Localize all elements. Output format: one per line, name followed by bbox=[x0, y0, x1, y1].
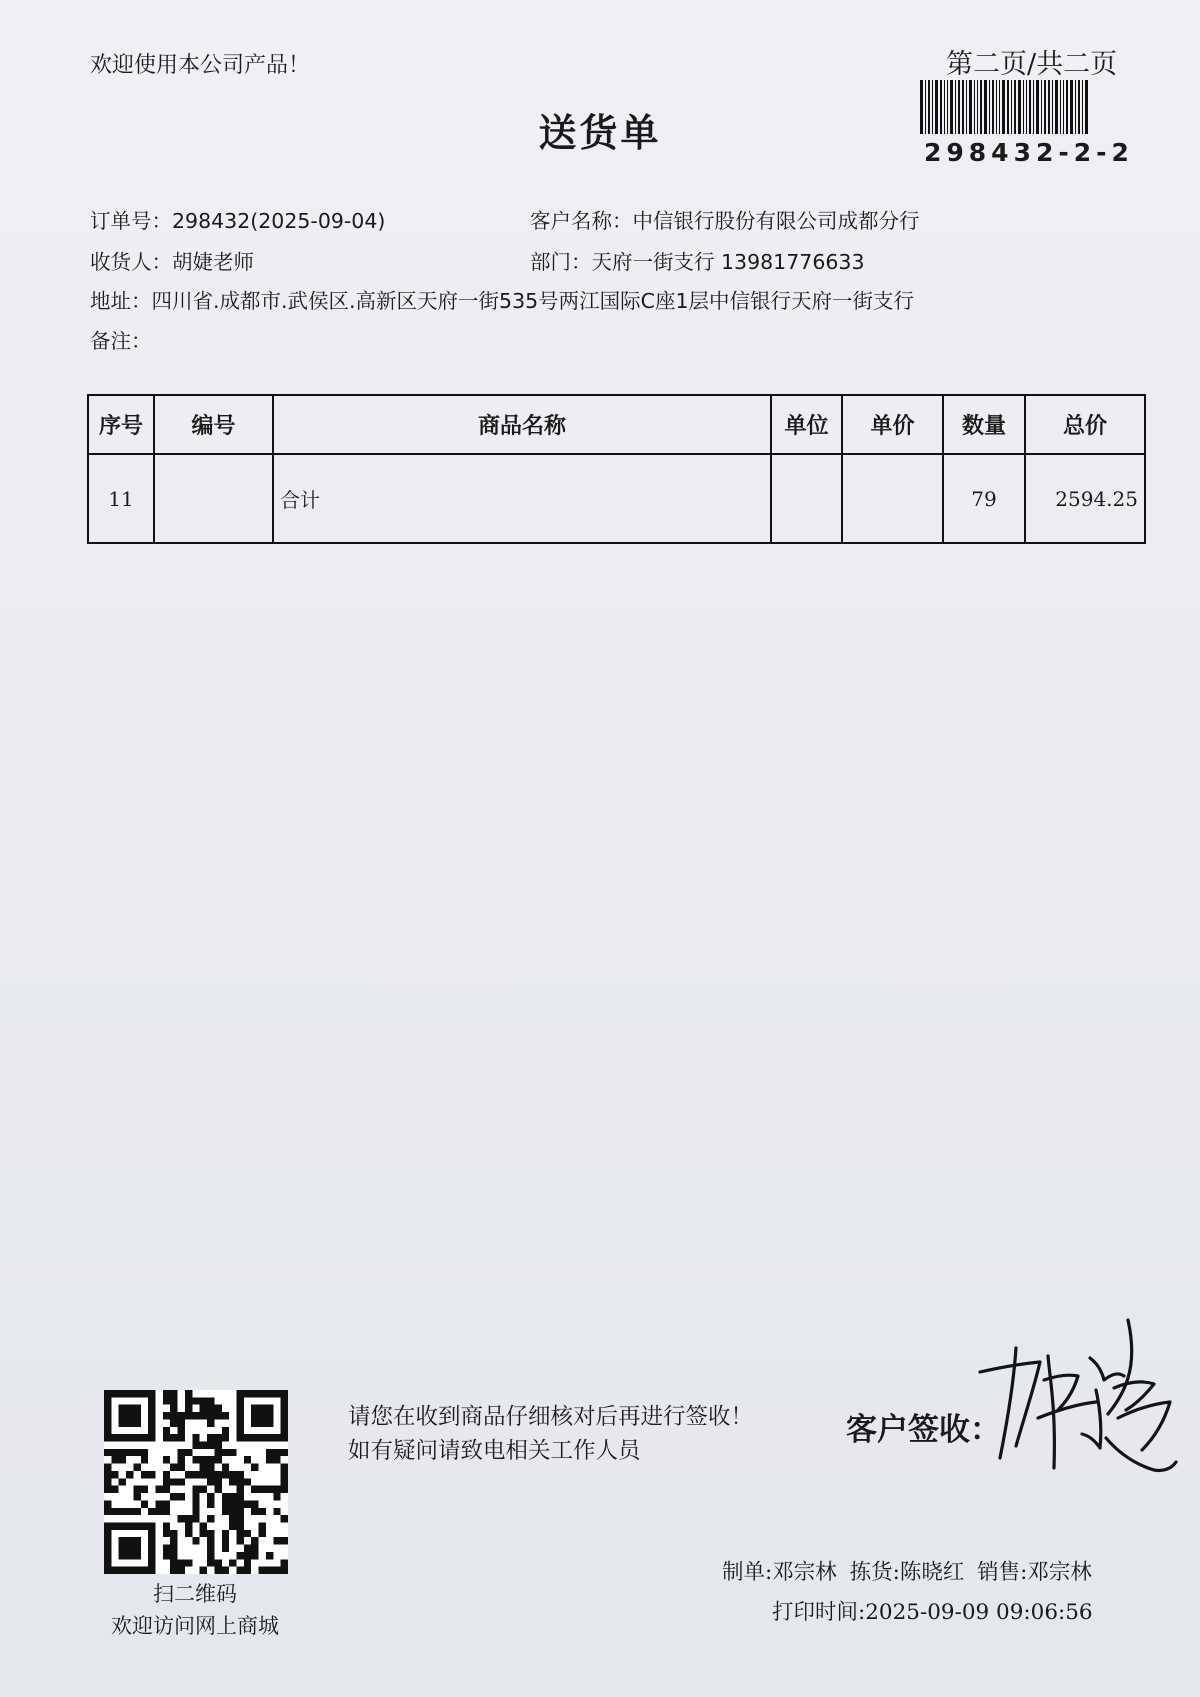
table-header-row bbox=[88, 395, 1145, 454]
document-title: 送货单 bbox=[538, 111, 662, 155]
header-quantity: 数量 bbox=[943, 395, 1025, 454]
remark bbox=[90, 324, 152, 354]
customer-sign-label: 客户签收： bbox=[846, 1412, 1001, 1448]
customer-name-label: 客户名称： bbox=[530, 209, 633, 233]
page-indicator: 第二页/共二页 bbox=[946, 49, 1118, 80]
customer-signature bbox=[978, 1318, 1178, 1498]
header-code: 编号 bbox=[154, 395, 273, 454]
qr-caption-scan: 扫二维码 bbox=[153, 1582, 237, 1606]
customer-name-value: 中信银行股份有限公司成都分行 bbox=[632, 209, 920, 233]
order-number bbox=[90, 204, 385, 234]
address-value: 四川省.成都市.武侯区.高新区天府一街535号两江国际C座1层中信银行天府一街支行 bbox=[151, 289, 915, 313]
items-table bbox=[87, 394, 1146, 544]
staff-info: 制单:邓宗林 拣货:陈晓红 销售:邓宗林 bbox=[722, 1560, 1092, 1585]
address-label: 地址： bbox=[90, 289, 152, 313]
header-seq: 序号 bbox=[88, 395, 154, 454]
receiver bbox=[90, 245, 254, 275]
order-number-value: 298432(2025-09-04) bbox=[172, 209, 386, 233]
cell-total-price: 2594.25 bbox=[1025, 454, 1145, 543]
department bbox=[530, 245, 865, 275]
receiver-label: 收货人： bbox=[90, 250, 172, 274]
print-time: 打印时间:2025-09-09 09:06:56 bbox=[772, 1600, 1093, 1625]
header-unit: 单位 bbox=[771, 395, 842, 454]
customer-name bbox=[530, 204, 920, 234]
order-number-label: 订单号： bbox=[90, 209, 172, 233]
address bbox=[90, 284, 914, 314]
receiver-value: 胡婕老师 bbox=[172, 250, 254, 274]
header-product-name: 商品名称 bbox=[273, 395, 771, 454]
department-label: 部门： bbox=[530, 250, 592, 274]
cell-quantity: 79 bbox=[943, 454, 1025, 543]
cell-unit bbox=[771, 454, 842, 543]
cell-product-name: 合计 bbox=[273, 454, 771, 543]
qr-code bbox=[104, 1390, 288, 1574]
department-value: 天府一街支行 13981776633 bbox=[591, 250, 865, 274]
header-unit-price: 单价 bbox=[842, 395, 943, 454]
welcome-text: 欢迎使用本公司产品！ bbox=[90, 53, 311, 78]
remark-label: 备注： bbox=[90, 329, 152, 353]
header-total-price: 总价 bbox=[1025, 395, 1145, 454]
table-row bbox=[88, 454, 1145, 543]
cell-code bbox=[154, 454, 273, 543]
qr-caption-mall: 欢迎访问网上商城 bbox=[111, 1614, 279, 1638]
cell-unit-price bbox=[842, 454, 943, 543]
barcode-number: 298432-2-2 bbox=[924, 138, 1134, 167]
cell-seq: 11 bbox=[88, 454, 154, 543]
verification-note: 请您在收到商品仔细核对后再进行签收！如有疑问请致电相关工作人员 bbox=[348, 1404, 754, 1464]
